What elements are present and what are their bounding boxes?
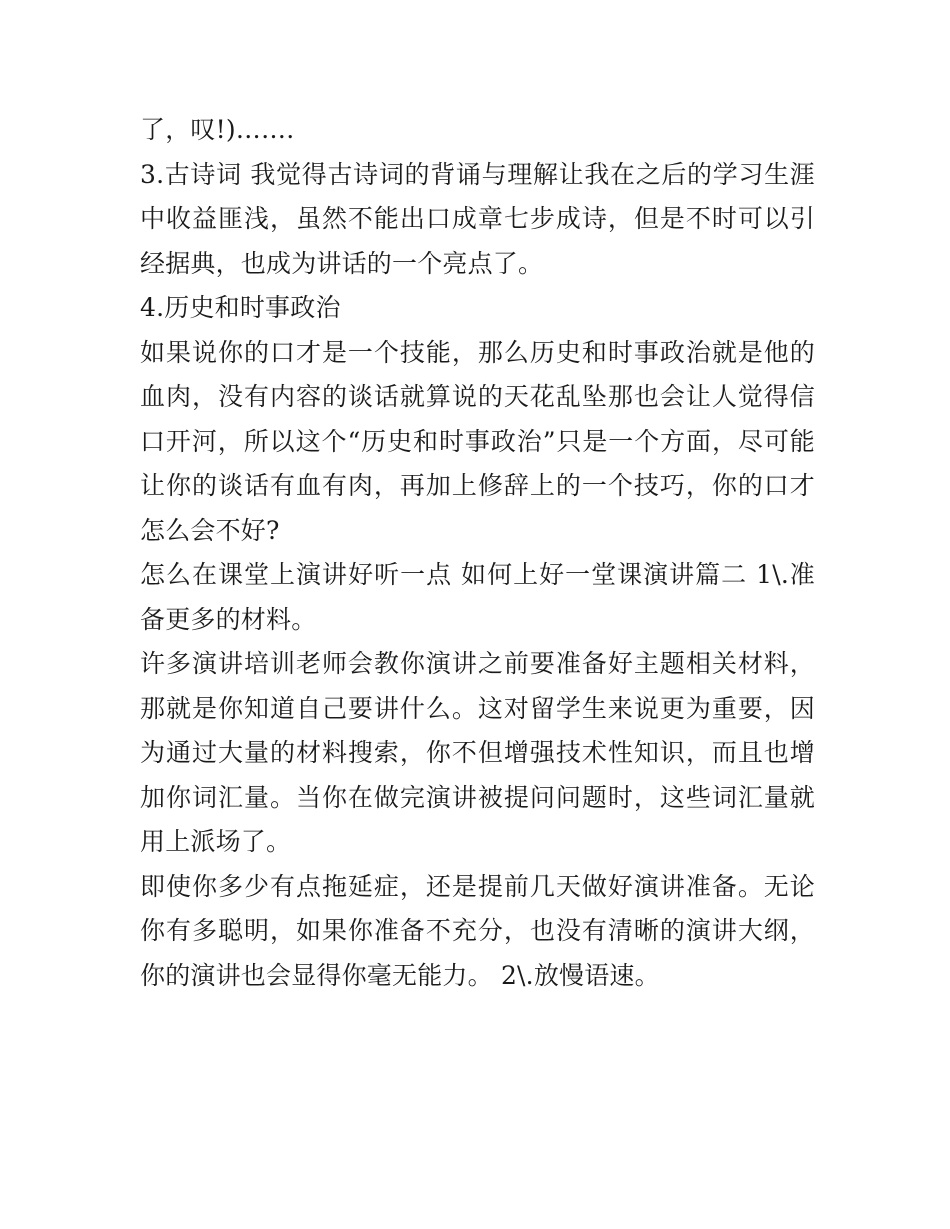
paragraph-prepare-materials: 许多演讲培训老师会教你演讲之前要准备好主题相关材料，那就是你知道自己要讲什么。这对留学生来说更为重要，因为通过大量的材料搜索，你不但增强技术性知识，而且也增加你词汇量。当你在做完演讲被提问问题时，这些词汇量就用上派场了。	[140, 649, 815, 856]
paragraph-speech-title: 怎么在课堂上演讲好听一点 如何上好一堂课演讲篇二 1\.准备更多的材料。	[140, 560, 815, 634]
document-body	[140, 108, 815, 998]
paragraph-history-politics: 如果说你的口才是一个技能，那么历史和时事政治就是他的血肉，没有内容的谈话就算说的天花乱坠那也会让人觉得信口开河，所以这个“历史和时事政治”只是一个方面，尽可能让你的谈话有血有肉，再加上修辞上的一个技巧，你的口才怎么会不好?	[140, 337, 815, 545]
heading-history-politics: 4.历史和时事政治	[140, 293, 341, 322]
paragraph-continuation: 了，叹!)…….	[140, 115, 295, 144]
paragraph-procrastination: 即使你多少有点拖延症，还是提前几天做好演讲准备。无论你有多聪明，如果你准备不充分，也没有清晰的演讲大纲，你的演讲也会显得你毫无能力。 2\.放慢语速。	[140, 871, 815, 990]
paragraph-classical-poetry: 3.古诗词 我觉得古诗词的背诵与理解让我在之后的学习生涯中收益匪浅，虽然不能出口成章七步成诗，但是不时可以引经据典，也成为讲话的一个亮点了。	[140, 159, 815, 278]
